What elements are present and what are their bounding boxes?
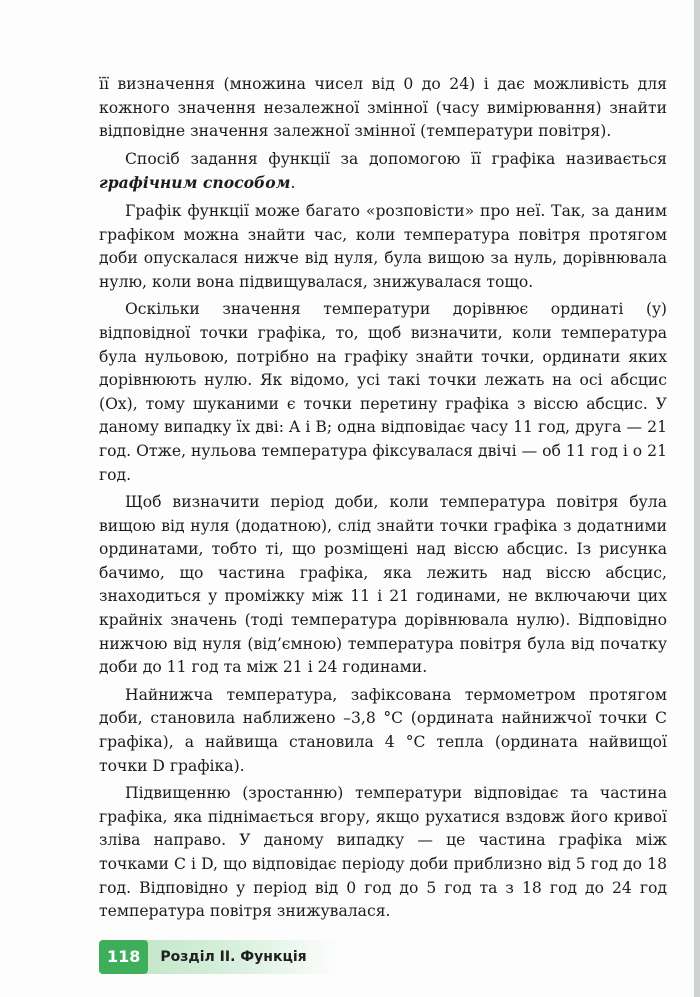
paragraph-continued: її визначення (множина чисел від 0 до 24) і дає можливість для кожного значення незалежної змінної (часу вимірювання) знайти відповідне значення залежної змінної (температури повітря). [99,75,667,141]
page-number: 118 [99,940,148,974]
definition-paragraph [99,148,667,196]
chapter-title: Розділ ІІ. Функція [160,949,307,965]
definition-text: Спосіб задання функції за допомогою її графіка називається [125,149,667,168]
paragraph: Графік функції може багато «розповісти» про неї. Так, за даним графіком можна знайти час, коли температура повітря протягом доби опускалася нижче від нуля, була вищою за нуль, дорівнювала нулю, коли вона підвищувалася, знижувалася тощо. [99,201,667,291]
definition-term: графічним способом [99,173,291,193]
page-body [99,73,667,928]
paragraph: Найнижча температура, зафіксована термометром протягом доби, становила наближено –3,8 °C (ордината найнижчої точки C графіка), а найвища становила 4 °C тепла (ордината найвищої точки D графіка). [99,685,667,775]
paragraph: Оскільки значення температури дорівнює ординаті (y) відповідної точки графіка, то, щоб визначити, коли температура була нульовою, потрібно на графіку знайти точки, ординати яких дорівнюють нулю. Як відомо, усі такі точки лежать на осі абсцис (Ox), тому шуканими є точки перетину графіка з віссю абсцис. У даному випадку їх дві: A і B; одна відповідає часу 11 год, друга — 21 год. Отже, нульова температура фіксувалася двічі — об 11 год і о 21 год. [99,300,667,484]
page-footer [99,940,339,974]
paragraph: Щоб визначити період доби, коли температура повітря була вищою від нуля (додатною), слід знайти точки графіка з додатними ординатами, тобто ті, що розміщені над віссю абсцис. Із рисунка бачимо, що частина графіка, яка лежить над віссю абсцис, знаходиться у проміжку між 11 і 21 годинами, не включаючи цих крайніх значень (тоді температура дорівнювала нулю). Відповідно нижчою від нуля (від’ємною) температура повітря була від початку доби до 11 год та між 21 і 24 годинами. [99,493,667,677]
paragraph: Підвищенню (зростанню) температури відповідає та частина графіка, яка піднімається вгору, якщо рухатися вздовж його кривої зліва направо. У даному випадку — це частина графіка між точками C і D, що відповідає періоду доби приблизно від 5 год до 18 год. Відповідно у період від 0 год до 5 год та з 18 год до 24 год температура повітря знижувалася. [99,784,667,921]
definition-end: . [290,174,296,193]
